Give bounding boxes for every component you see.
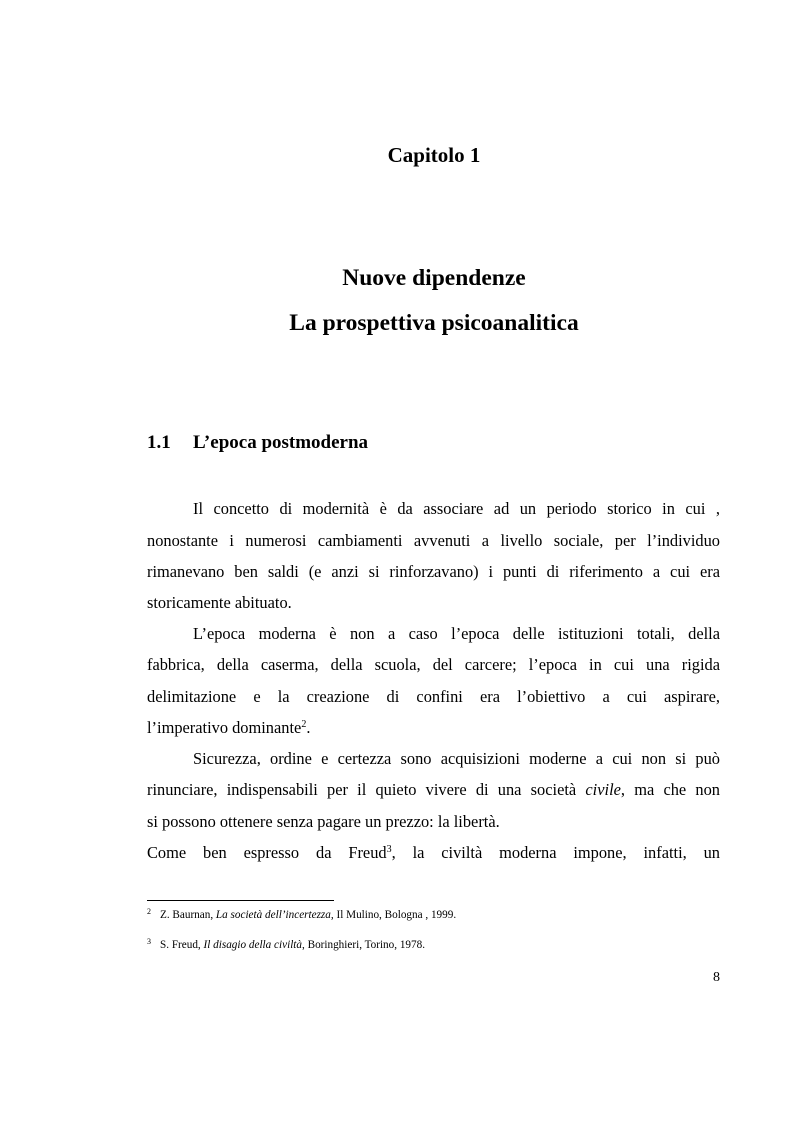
body-text: rinunciare, indispensabili per il quieto vivere di una società <box>147 780 586 799</box>
footnote-title: La società dell’incertezza, <box>215 909 334 921</box>
chapter-title-line-1: Nuove dipendenze <box>342 265 526 291</box>
footnote-ref-2[interactable]: 2 <box>301 719 307 730</box>
body-text: , ma che non <box>620 780 721 799</box>
body-text: l’imperativo dominante <box>147 718 302 737</box>
body-line: Il concetto di modernità è da associare ad un periodo storico in cui , <box>193 499 720 518</box>
body-line: storicamente abituato. <box>147 593 292 612</box>
footnote-publisher: , Boringhieri, Torino, 1978. <box>302 939 426 951</box>
page-number: 8 <box>713 970 720 985</box>
section-number: 1.1 <box>147 432 171 453</box>
footnote-separator <box>147 900 334 901</box>
section-title: L’epoca postmoderna <box>193 432 369 453</box>
footnote-2 <box>147 908 456 922</box>
body-line <box>147 780 720 800</box>
footnote-author: S. Freud, <box>160 939 204 951</box>
body-line: nonostante i numerosi cambiamenti avvenuti a livello sociale, per l’individuo <box>147 531 720 550</box>
body-line <box>147 843 720 863</box>
body-line <box>147 718 720 738</box>
footnote-number: 3 <box>147 937 151 946</box>
body-text: , la civiltà moderna impone, infatti, un <box>391 843 721 862</box>
chapter-title-line-2: La prospettiva psicoanalitica <box>289 310 579 336</box>
italic-text: civile <box>585 780 621 799</box>
chapter-label: Capitolo 1 <box>387 143 481 167</box>
body-line: si possono ottenere senza pagare un prezzo: la libertà. <box>147 812 500 831</box>
footnote-number: 2 <box>147 907 151 916</box>
footnote-author: Z. Baurnan, <box>160 909 216 921</box>
footnote-publisher: Il Mulino, Bologna , 1999. <box>333 909 457 921</box>
body-line: rimanevano ben saldi (e anzi si rinforzavano) i punti di riferimento a cui era <box>147 562 720 581</box>
body-text: Come ben espresso da Freud <box>147 843 387 862</box>
footnote-ref-3[interactable]: 3 <box>386 844 392 855</box>
body-line: L’epoca moderna è non a caso l’epoca delle istituzioni totali, della <box>193 624 720 643</box>
footnote-title: Il disagio della civiltà <box>203 939 303 951</box>
body-line: Sicurezza, ordine e certezza sono acquisizioni moderne a cui non si può <box>193 749 720 768</box>
section-heading <box>147 431 368 455</box>
body-text: . <box>306 718 311 737</box>
body-line: fabbrica, della caserma, della scuola, del carcere; l’epoca in cui una rigida <box>147 655 720 674</box>
body-line: delimitazione e la creazione di confini era l’obiettivo a cui aspirare, <box>147 687 720 706</box>
footnote-3 <box>147 938 425 952</box>
